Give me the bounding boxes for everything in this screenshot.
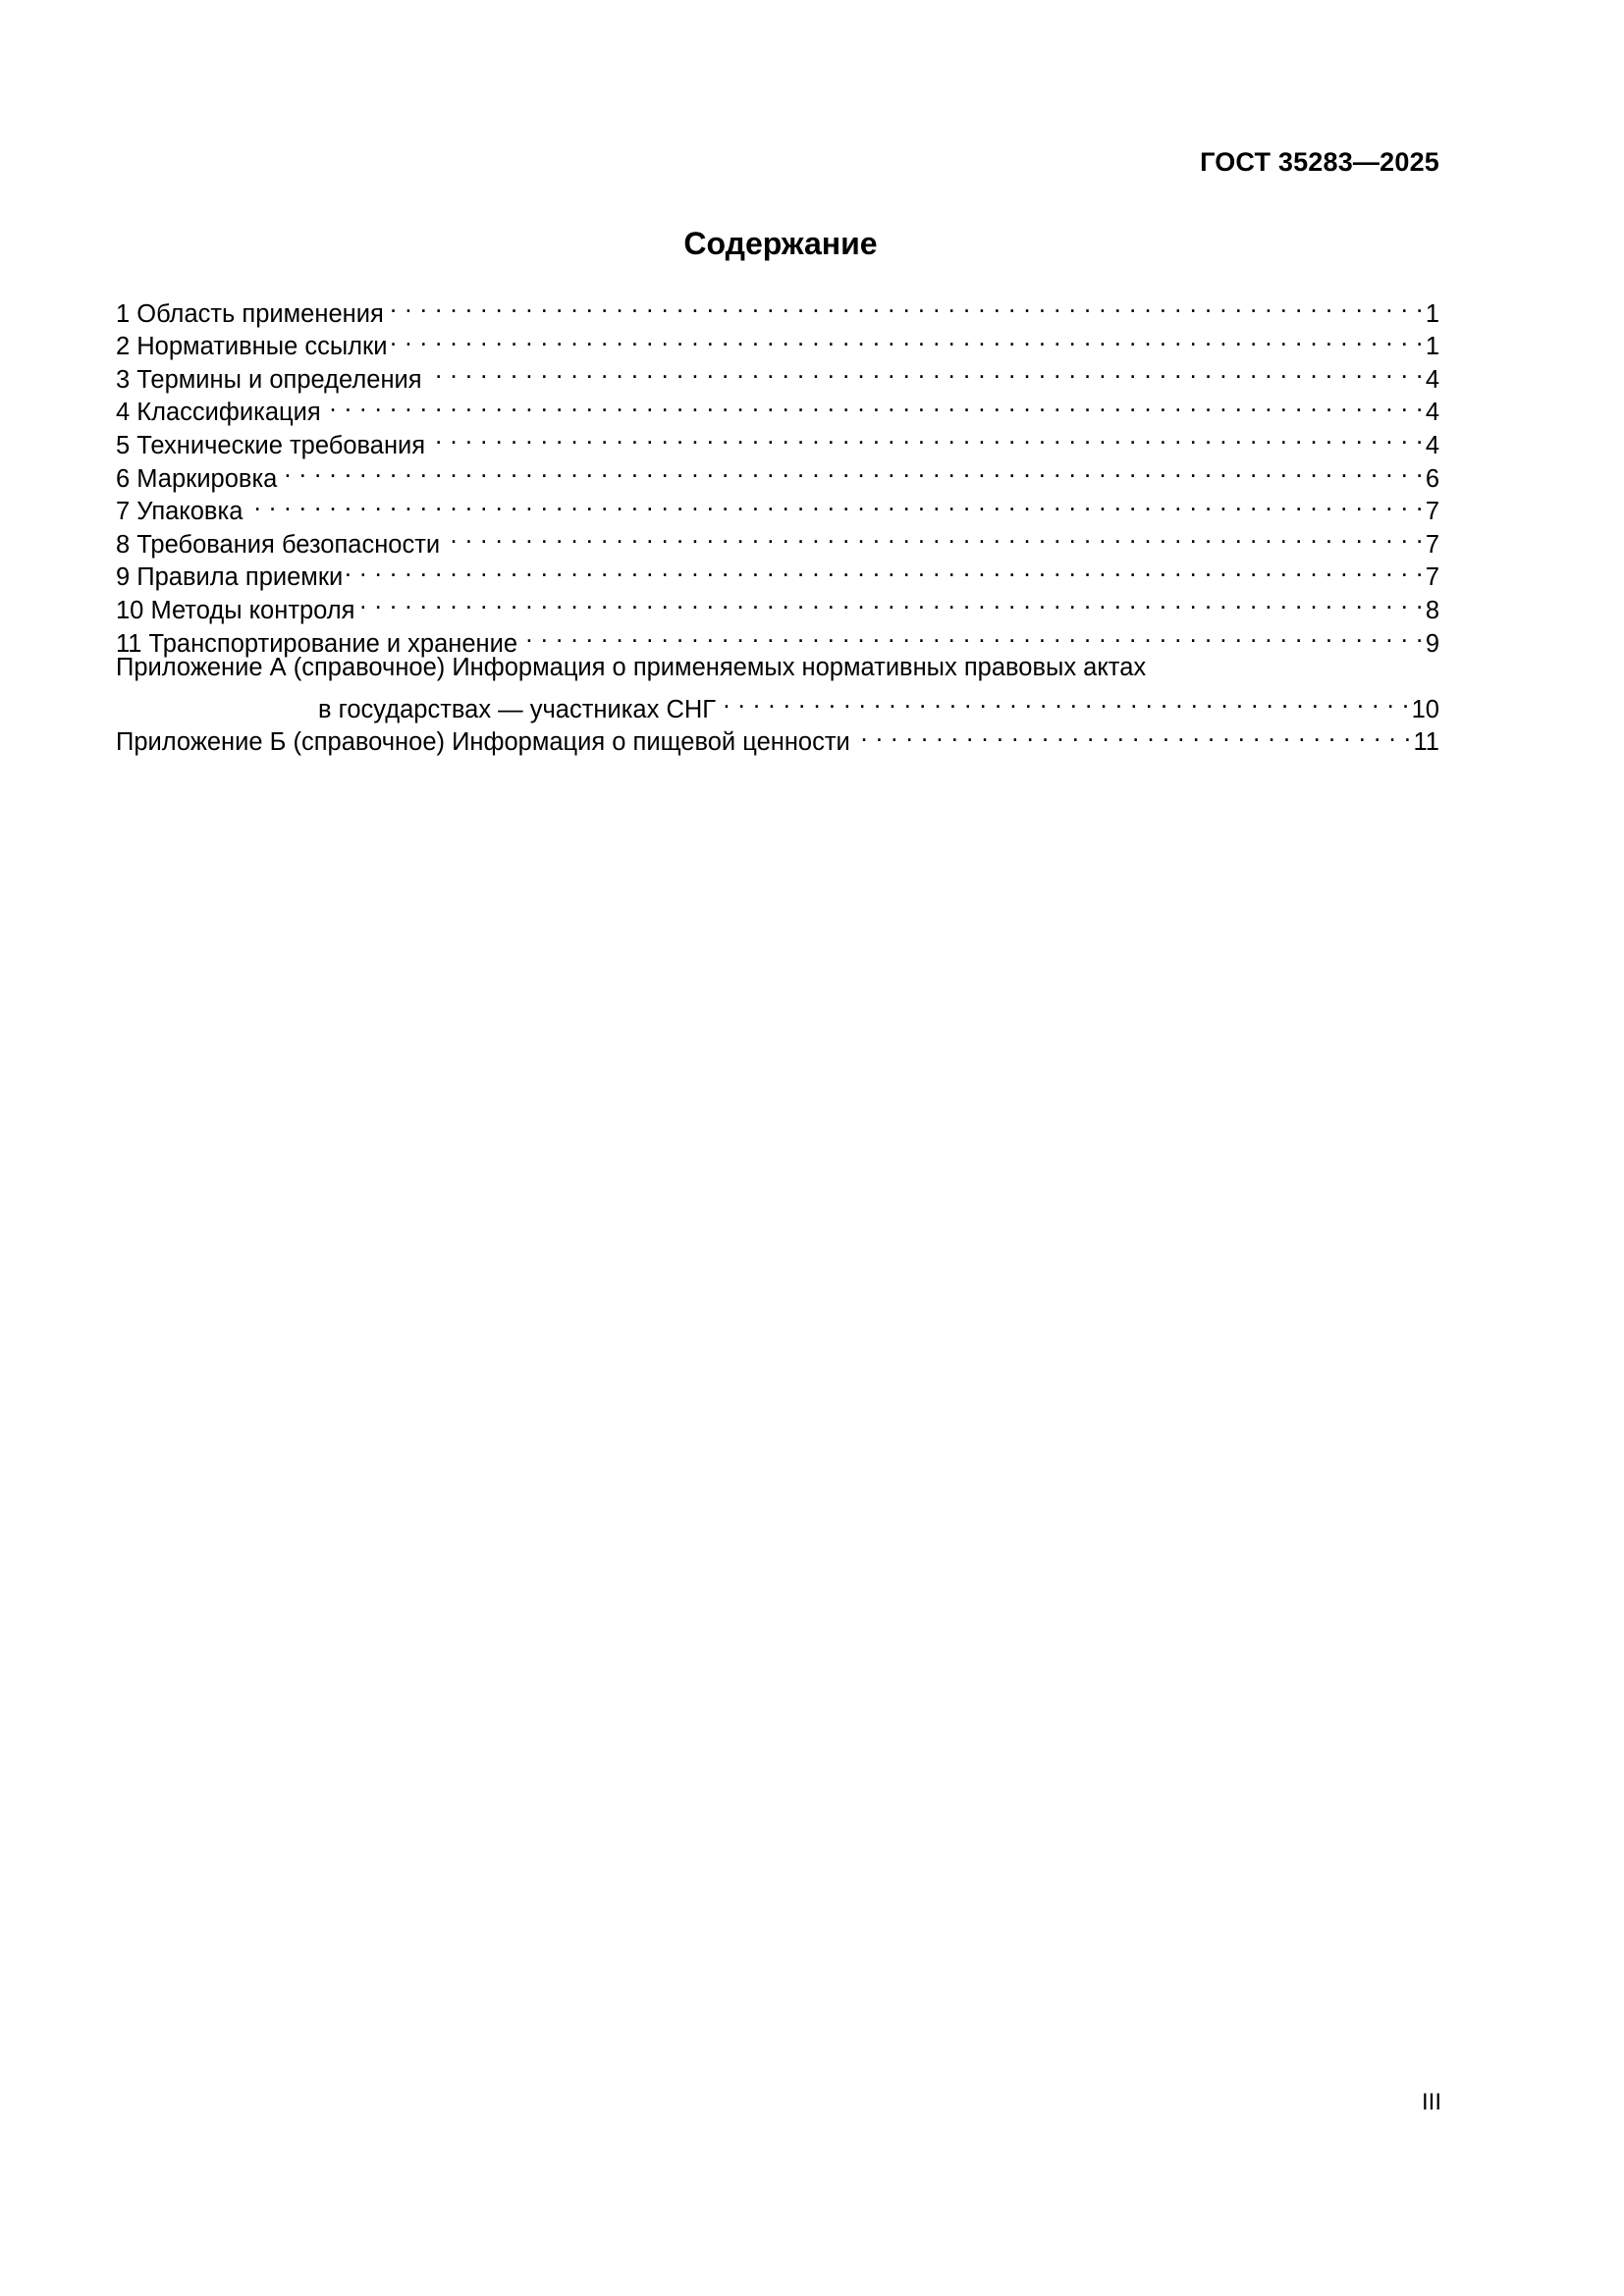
toc-entry-label: 11 Транспортирование и хранение — [116, 629, 518, 658]
dot-leader — [281, 454, 1423, 487]
dot-leader — [359, 585, 1424, 618]
toc-entry-page: 11 — [1413, 728, 1439, 757]
toc-entry[interactable] — [116, 289, 1439, 328]
toc-entry-page: 8 — [1425, 596, 1439, 624]
toc-entry-page: 1 — [1425, 299, 1439, 328]
dot-leader — [429, 420, 1424, 454]
dot-leader — [854, 718, 1412, 751]
toc-entry-label: 8 Требования безопасности — [116, 530, 441, 559]
toc-entry-label: Приложение А (справочное) Информация о применяемых нормативных правовых актах — [116, 653, 1147, 681]
toc-entry-label: 1 Область применения — [116, 299, 384, 328]
toc-entry-label: 2 Нормативные ссылки — [116, 333, 388, 361]
toc-entry-label: 6 Маркировка — [116, 464, 278, 493]
toc-entry-label: Приложение Б (справочное) Информация о пищевой ценности — [116, 728, 850, 757]
toc-entry-appendix-b[interactable] — [116, 718, 1439, 757]
toc-entry-label: 5 Технические требования — [116, 431, 426, 459]
dot-leader — [426, 354, 1424, 388]
toc-entry-page: 7 — [1425, 530, 1439, 559]
dot-leader — [325, 388, 1424, 421]
toc-entry-page: 1 — [1425, 333, 1439, 361]
toc-entry-page: 4 — [1425, 365, 1439, 394]
dot-leader — [444, 519, 1424, 553]
dot-leader — [521, 618, 1424, 652]
toc-entry-appendix-a[interactable] — [116, 652, 1439, 723]
toc-entry[interactable] — [116, 454, 1439, 493]
toc-entry[interactable] — [116, 487, 1439, 526]
toc-entry-label: 9 Правила приемки — [116, 563, 344, 592]
toc-entry-label: 3 Термины и определения — [116, 365, 422, 394]
dot-leader — [720, 684, 1410, 718]
toc-entry-label: 10 Методы контроля — [116, 596, 355, 624]
toc-entry[interactable] — [116, 519, 1439, 559]
toc-entry-page: 4 — [1425, 431, 1439, 459]
toc-entry-page: 7 — [1425, 563, 1439, 592]
toc-entry-page: 6 — [1425, 464, 1439, 493]
page-number: III — [1421, 2089, 1441, 2115]
table-of-contents — [116, 289, 1439, 757]
toc-entry-page: 9 — [1425, 629, 1439, 658]
toc-entry-continuation — [116, 684, 1439, 723]
dot-leader — [347, 553, 1424, 586]
dot-leader — [391, 322, 1423, 355]
toc-entry-label-continued: в государствах — участниках СНГ — [318, 695, 717, 723]
document-code: ГОСТ 35283—2025 — [1200, 147, 1439, 177]
dot-leader — [246, 487, 1423, 520]
toc-entry-label: 4 Классификация — [116, 399, 321, 427]
toc-entry-label: 7 Упаковка — [116, 498, 244, 526]
toc-entry-page: 4 — [1425, 399, 1439, 427]
toc-entry-page: 7 — [1425, 498, 1439, 526]
toc-title: Содержание — [683, 226, 878, 261]
toc-entry-page: 10 — [1411, 695, 1439, 723]
dot-leader — [388, 289, 1424, 322]
